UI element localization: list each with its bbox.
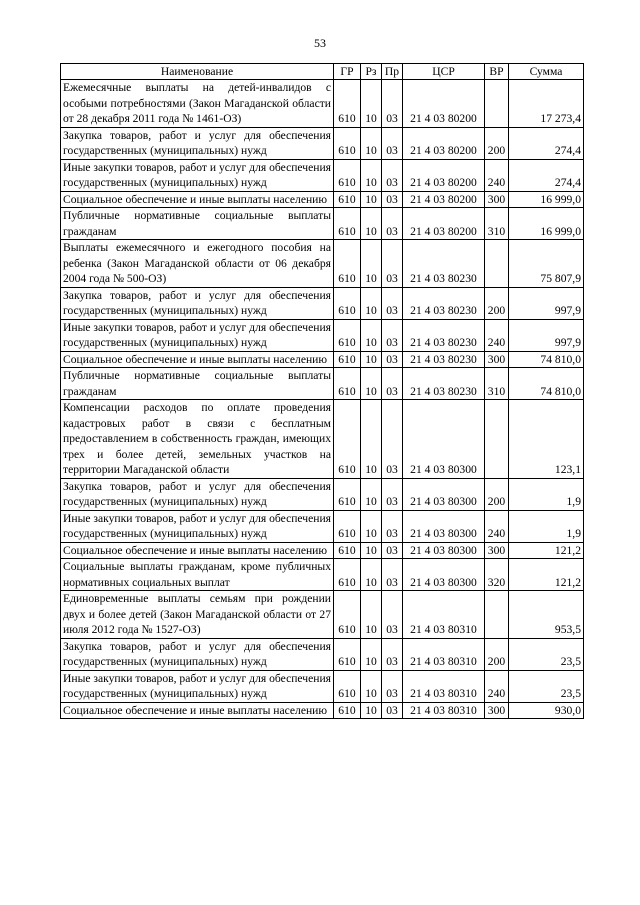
row-gr: 610 [334,351,361,368]
row-vr: 200 [485,287,509,319]
row-rz: 10 [361,400,382,479]
row-pr: 03 [382,542,403,559]
table-row [61,319,584,351]
row-rz: 10 [361,591,382,639]
row-rz: 10 [361,208,382,240]
row-sum: 23,5 [509,670,584,702]
row-name: Социальное обеспечение и иные выплаты населению [61,351,334,368]
row-csr: 21 4 03 80200 [403,127,485,159]
budget-table [60,63,584,719]
row-vr [485,591,509,639]
row-name: Социальное обеспечение и иные выплаты населению [61,191,334,208]
table-row [61,368,584,400]
header-csr: ЦСР [403,64,485,80]
row-name: Иные закупки товаров, работ и услуг для обеспечения государственных (муниципальных) нужд [61,159,334,191]
row-vr [485,80,509,128]
row-csr: 21 4 03 80310 [403,591,485,639]
table-row [61,159,584,191]
table-row [61,510,584,542]
row-pr: 03 [382,351,403,368]
row-gr: 610 [334,319,361,351]
row-vr: 240 [485,159,509,191]
row-name: Публичные нормативные социальные выплаты гражданам [61,368,334,400]
row-csr: 21 4 03 80230 [403,351,485,368]
row-csr: 21 4 03 80310 [403,638,485,670]
row-pr: 03 [382,191,403,208]
row-name: Иные закупки товаров, работ и услуг для обеспечения государственных (муниципальных) нужд [61,319,334,351]
row-vr [485,240,509,288]
row-sum: 123,1 [509,400,584,479]
table-row [61,191,584,208]
row-vr: 310 [485,208,509,240]
table-row [61,351,584,368]
row-pr: 03 [382,638,403,670]
row-pr: 03 [382,159,403,191]
row-gr: 610 [334,127,361,159]
row-rz: 10 [361,240,382,288]
table-row [61,702,584,719]
table-row [61,670,584,702]
row-gr: 610 [334,510,361,542]
table-header-row [61,64,584,80]
row-rz: 10 [361,638,382,670]
row-gr: 610 [334,240,361,288]
row-rz: 10 [361,478,382,510]
row-pr: 03 [382,127,403,159]
row-gr: 610 [334,80,361,128]
row-gr: 610 [334,159,361,191]
row-sum: 17 273,4 [509,80,584,128]
row-pr: 03 [382,208,403,240]
row-name: Социальное обеспечение и иные выплаты населению [61,702,334,719]
table-row [61,400,584,479]
row-pr: 03 [382,702,403,719]
row-gr: 610 [334,591,361,639]
row-sum: 274,4 [509,159,584,191]
row-pr: 03 [382,319,403,351]
row-csr: 21 4 03 80230 [403,287,485,319]
row-pr: 03 [382,287,403,319]
row-sum: 16 999,0 [509,208,584,240]
row-csr: 21 4 03 80310 [403,702,485,719]
header-name: Наименование [61,64,334,80]
row-csr: 21 4 03 80200 [403,191,485,208]
row-gr: 610 [334,208,361,240]
row-rz: 10 [361,127,382,159]
row-name: Публичные нормативные социальные выплаты гражданам [61,208,334,240]
row-pr: 03 [382,80,403,128]
row-sum: 930,0 [509,702,584,719]
row-vr: 240 [485,510,509,542]
row-vr: 300 [485,542,509,559]
row-rz: 10 [361,670,382,702]
row-gr: 610 [334,559,361,591]
row-rz: 10 [361,559,382,591]
row-gr: 610 [334,702,361,719]
header-rz: Рз [361,64,382,80]
row-pr: 03 [382,510,403,542]
header-pr: Пр [382,64,403,80]
row-sum: 121,2 [509,542,584,559]
row-vr: 320 [485,559,509,591]
table-row [61,638,584,670]
row-gr: 610 [334,542,361,559]
row-sum: 953,5 [509,591,584,639]
row-gr: 610 [334,368,361,400]
row-name: Закупка товаров, работ и услуг для обеспечения государственных (муниципальных) нужд [61,478,334,510]
header-sum: Сумма [509,64,584,80]
row-name: Социальные выплаты гражданам, кроме публичных нормативных социальных выплат [61,559,334,591]
row-rz: 10 [361,287,382,319]
row-rz: 10 [361,191,382,208]
row-csr: 21 4 03 80200 [403,159,485,191]
row-vr: 300 [485,351,509,368]
row-rz: 10 [361,159,382,191]
row-rz: 10 [361,510,382,542]
row-csr: 21 4 03 80200 [403,80,485,128]
row-pr: 03 [382,559,403,591]
row-csr: 21 4 03 80300 [403,478,485,510]
table-row [61,240,584,288]
page-number: 53 [314,36,326,50]
row-rz: 10 [361,319,382,351]
row-name: Компенсации расходов по оплате проведения кадастровых работ в связи с бесплатным предоставлением в собственность граждан, имеющих трех и более детей, земельных участков на территории Магаданской области [61,400,334,479]
table-row [61,591,584,639]
row-gr: 610 [334,638,361,670]
row-gr: 610 [334,191,361,208]
row-csr: 21 4 03 80300 [403,559,485,591]
table-row [61,542,584,559]
row-vr: 300 [485,702,509,719]
row-gr: 610 [334,670,361,702]
row-name: Иные закупки товаров, работ и услуг для обеспечения государственных (муниципальных) нужд [61,510,334,542]
row-pr: 03 [382,591,403,639]
row-name: Закупка товаров, работ и услуг для обеспечения государственных (муниципальных) нужд [61,287,334,319]
row-vr: 200 [485,638,509,670]
row-pr: 03 [382,368,403,400]
row-rz: 10 [361,368,382,400]
row-csr: 21 4 03 80300 [403,542,485,559]
row-pr: 03 [382,240,403,288]
row-gr: 610 [334,400,361,479]
row-vr: 240 [485,670,509,702]
row-rz: 10 [361,542,382,559]
row-sum: 1,9 [509,478,584,510]
row-gr: 610 [334,478,361,510]
row-csr: 21 4 03 80300 [403,510,485,542]
row-csr: 21 4 03 80230 [403,368,485,400]
row-rz: 10 [361,351,382,368]
row-name: Ежемесячные выплаты на детей-инвалидов с особыми потребностями (Закон Магаданской области от 28 декабря 2011 года № 1461-ОЗ) [61,80,334,128]
row-sum: 1,9 [509,510,584,542]
row-csr: 21 4 03 80310 [403,670,485,702]
table-row [61,559,584,591]
row-name: Закупка товаров, работ и услуг для обеспечения государственных (муниципальных) нужд [61,638,334,670]
row-rz: 10 [361,702,382,719]
row-sum: 274,4 [509,127,584,159]
row-name: Социальное обеспечение и иные выплаты населению [61,542,334,559]
row-vr: 200 [485,478,509,510]
row-name: Единовременные выплаты семьям при рождении двух и более детей (Закон Магаданской области от 27 июля 2012 года № 1527-ОЗ) [61,591,334,639]
row-pr: 03 [382,670,403,702]
row-csr: 21 4 03 80230 [403,319,485,351]
row-sum: 16 999,0 [509,191,584,208]
row-csr: 21 4 03 80200 [403,208,485,240]
row-vr: 310 [485,368,509,400]
row-csr: 21 4 03 80300 [403,400,485,479]
header-gr: ГР [334,64,361,80]
row-name: Закупка товаров, работ и услуг для обеспечения государственных (муниципальных) нужд [61,127,334,159]
table-row [61,208,584,240]
row-pr: 03 [382,400,403,479]
row-vr [485,400,509,479]
row-rz: 10 [361,80,382,128]
row-sum: 997,9 [509,287,584,319]
row-name: Иные закупки товаров, работ и услуг для обеспечения государственных (муниципальных) нужд [61,670,334,702]
row-sum: 75 807,9 [509,240,584,288]
table-row [61,127,584,159]
header-vr: ВР [485,64,509,80]
table-row [61,80,584,128]
table-body [61,80,584,719]
row-vr: 240 [485,319,509,351]
row-csr: 21 4 03 80230 [403,240,485,288]
row-sum: 997,9 [509,319,584,351]
row-gr: 610 [334,287,361,319]
row-name: Выплаты ежемесячного и ежегодного пособия на ребенка (Закон Магаданской области от 06 декабря 2004 года № 500-ОЗ) [61,240,334,288]
table-row [61,478,584,510]
row-pr: 03 [382,478,403,510]
row-vr: 300 [485,191,509,208]
row-vr: 200 [485,127,509,159]
row-sum: 23,5 [509,638,584,670]
table-row [61,287,584,319]
row-sum: 74 810,0 [509,368,584,400]
row-sum: 121,2 [509,559,584,591]
row-sum: 74 810,0 [509,351,584,368]
